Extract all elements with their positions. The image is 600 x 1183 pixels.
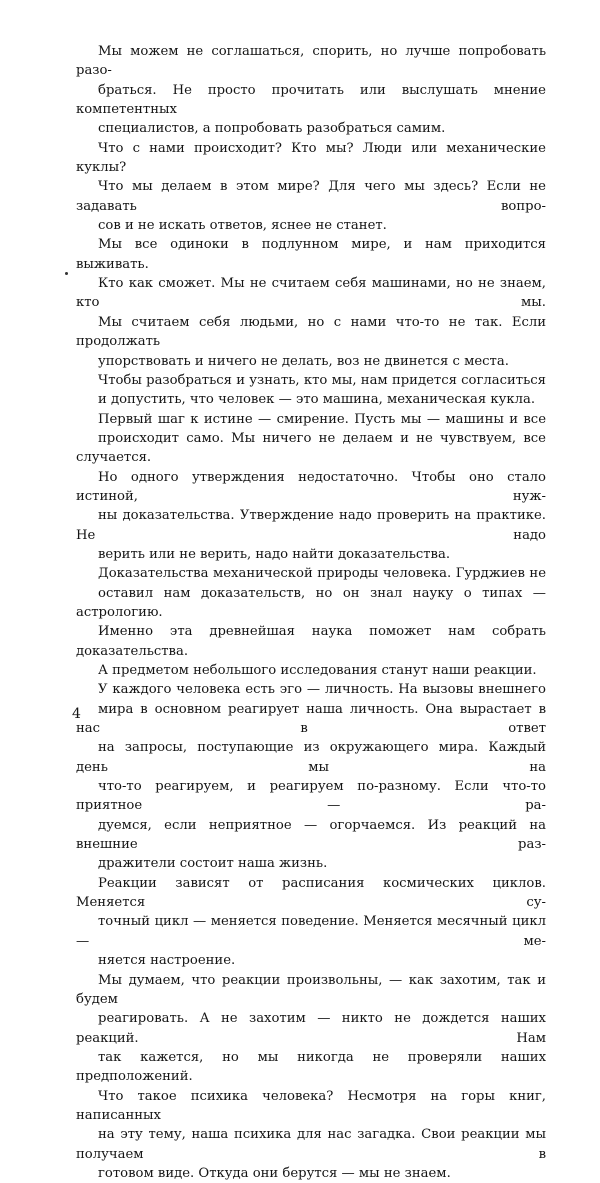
- text-line: Что мы делаем в этом мире? Для чего мы здесь? Если не задавать вопро-: [76, 179, 546, 214]
- text-line: сов и не искать ответов, яснее не станет.: [98, 218, 387, 234]
- stray-mark: [65, 272, 68, 275]
- text-line: дражители состоит наша жизнь.: [98, 856, 328, 872]
- text-line: А предметом небольшого исследования станут наши реакции.: [98, 663, 537, 678]
- text-line: верить или не верить, надо найти доказательства.: [98, 546, 451, 562]
- text-line: Но одного утверждения недостаточно. Чтобы оно стало истиной, нуж-: [76, 469, 546, 504]
- text-line: оставил нам доказательств, но он знал науку о типах — астрологию.: [76, 585, 546, 620]
- text-line: мира в основном реагирует наша личность. Она вырастает в нас в ответ: [76, 701, 546, 737]
- text-line: так кажется, но мы никогда не проверяли наших предположений.: [76, 1049, 546, 1085]
- text-line: Кто как сможет. Мы не считаем себя машинами, но не знаем, кто мы.: [76, 276, 546, 311]
- paragraph: [76, 874, 546, 971]
- text-line: дуемся, если неприятное — огорчаемся. Из реакций на внешние раз-: [76, 817, 546, 853]
- text-line: готовом виде. Откуда они берутся — мы не знаем.: [98, 1165, 451, 1181]
- text-line: браться. Не просто прочитать или выслушать мнение компетентных: [76, 82, 546, 118]
- text-line: Реакции зависят от расписания космических циклов. Меняется су-: [76, 875, 546, 911]
- text-line: Что такое психика человека? Несмотря на горы книг, написанных: [76, 1088, 546, 1123]
- text-line: и допустить, что человек — это машина, механическая кукла.: [98, 392, 536, 408]
- text-line: Мы все одиноки в подлунном мире, и нам приходится выживать.: [76, 237, 546, 272]
- paragraph: [76, 42, 546, 139]
- paragraph: [76, 139, 546, 236]
- paragraph: [76, 971, 546, 1087]
- text-line: происходит само. Мы ничего не делаем и не чувствуем, все случается.: [76, 430, 546, 466]
- paragraph: [76, 235, 546, 370]
- text-line: Первый шаг к истине — смирение. Пусть мы — машины и все: [98, 411, 546, 427]
- text-line: Мы думаем, что реакции произвольны, — как захотим, так и будем: [76, 972, 546, 1007]
- paragraph: [76, 410, 546, 565]
- paragraph: [76, 564, 546, 680]
- text-line: Доказательства механической природы человека. Гурджиев не: [98, 566, 546, 582]
- text-line: Именно эта древнейшая наука поможет нам собрать доказательства.: [76, 624, 546, 659]
- text-line: что-то реагируем, и реагируем по-разному. Если что-то приятное — ра-: [76, 779, 546, 814]
- text-line: Чтобы разобраться и узнать, кто мы, нам придется согласиться: [98, 372, 546, 388]
- text-line: на запросы, поступающие из окружающего мира. Каждый день мы на: [76, 740, 546, 775]
- text-line: ны доказательства. Утверждение надо проверить на практике. Не надо: [76, 508, 546, 543]
- text-line: няется настроение.: [98, 953, 236, 969]
- text-line: Что с нами происходит? Кто мы? Люди или механические куклы?: [76, 140, 546, 176]
- text-line: У каждого человека есть эго — личность. На вызовы внешнего: [98, 682, 546, 698]
- text-line: реагировать. А не захотим — никто не дождется наших реакций. Нам: [76, 1011, 546, 1046]
- paragraph: [76, 680, 546, 873]
- text-line: Мы считаем себя людьми, но с нами что-то не так. Если продолжать: [76, 314, 546, 350]
- text-line: точный цикл — меняется поведение. Меняется месячный цикл — ме-: [76, 914, 546, 949]
- text-line: упорствовать и ничего не делать, воз не двинется с места.: [98, 353, 509, 369]
- paragraph: [76, 371, 546, 410]
- text-line: специалистов, а попробовать разобраться самим.: [98, 121, 446, 137]
- page-number: 4: [72, 706, 81, 722]
- text-line: на эту тему, наша психика для нас загадка. Свои реакции мы получаем в: [76, 1127, 546, 1162]
- body-text: [76, 42, 546, 1183]
- paragraph: [76, 1087, 546, 1183]
- text-line: Мы можем не соглашаться, спорить, но лучше попробовать разо-: [76, 44, 546, 79]
